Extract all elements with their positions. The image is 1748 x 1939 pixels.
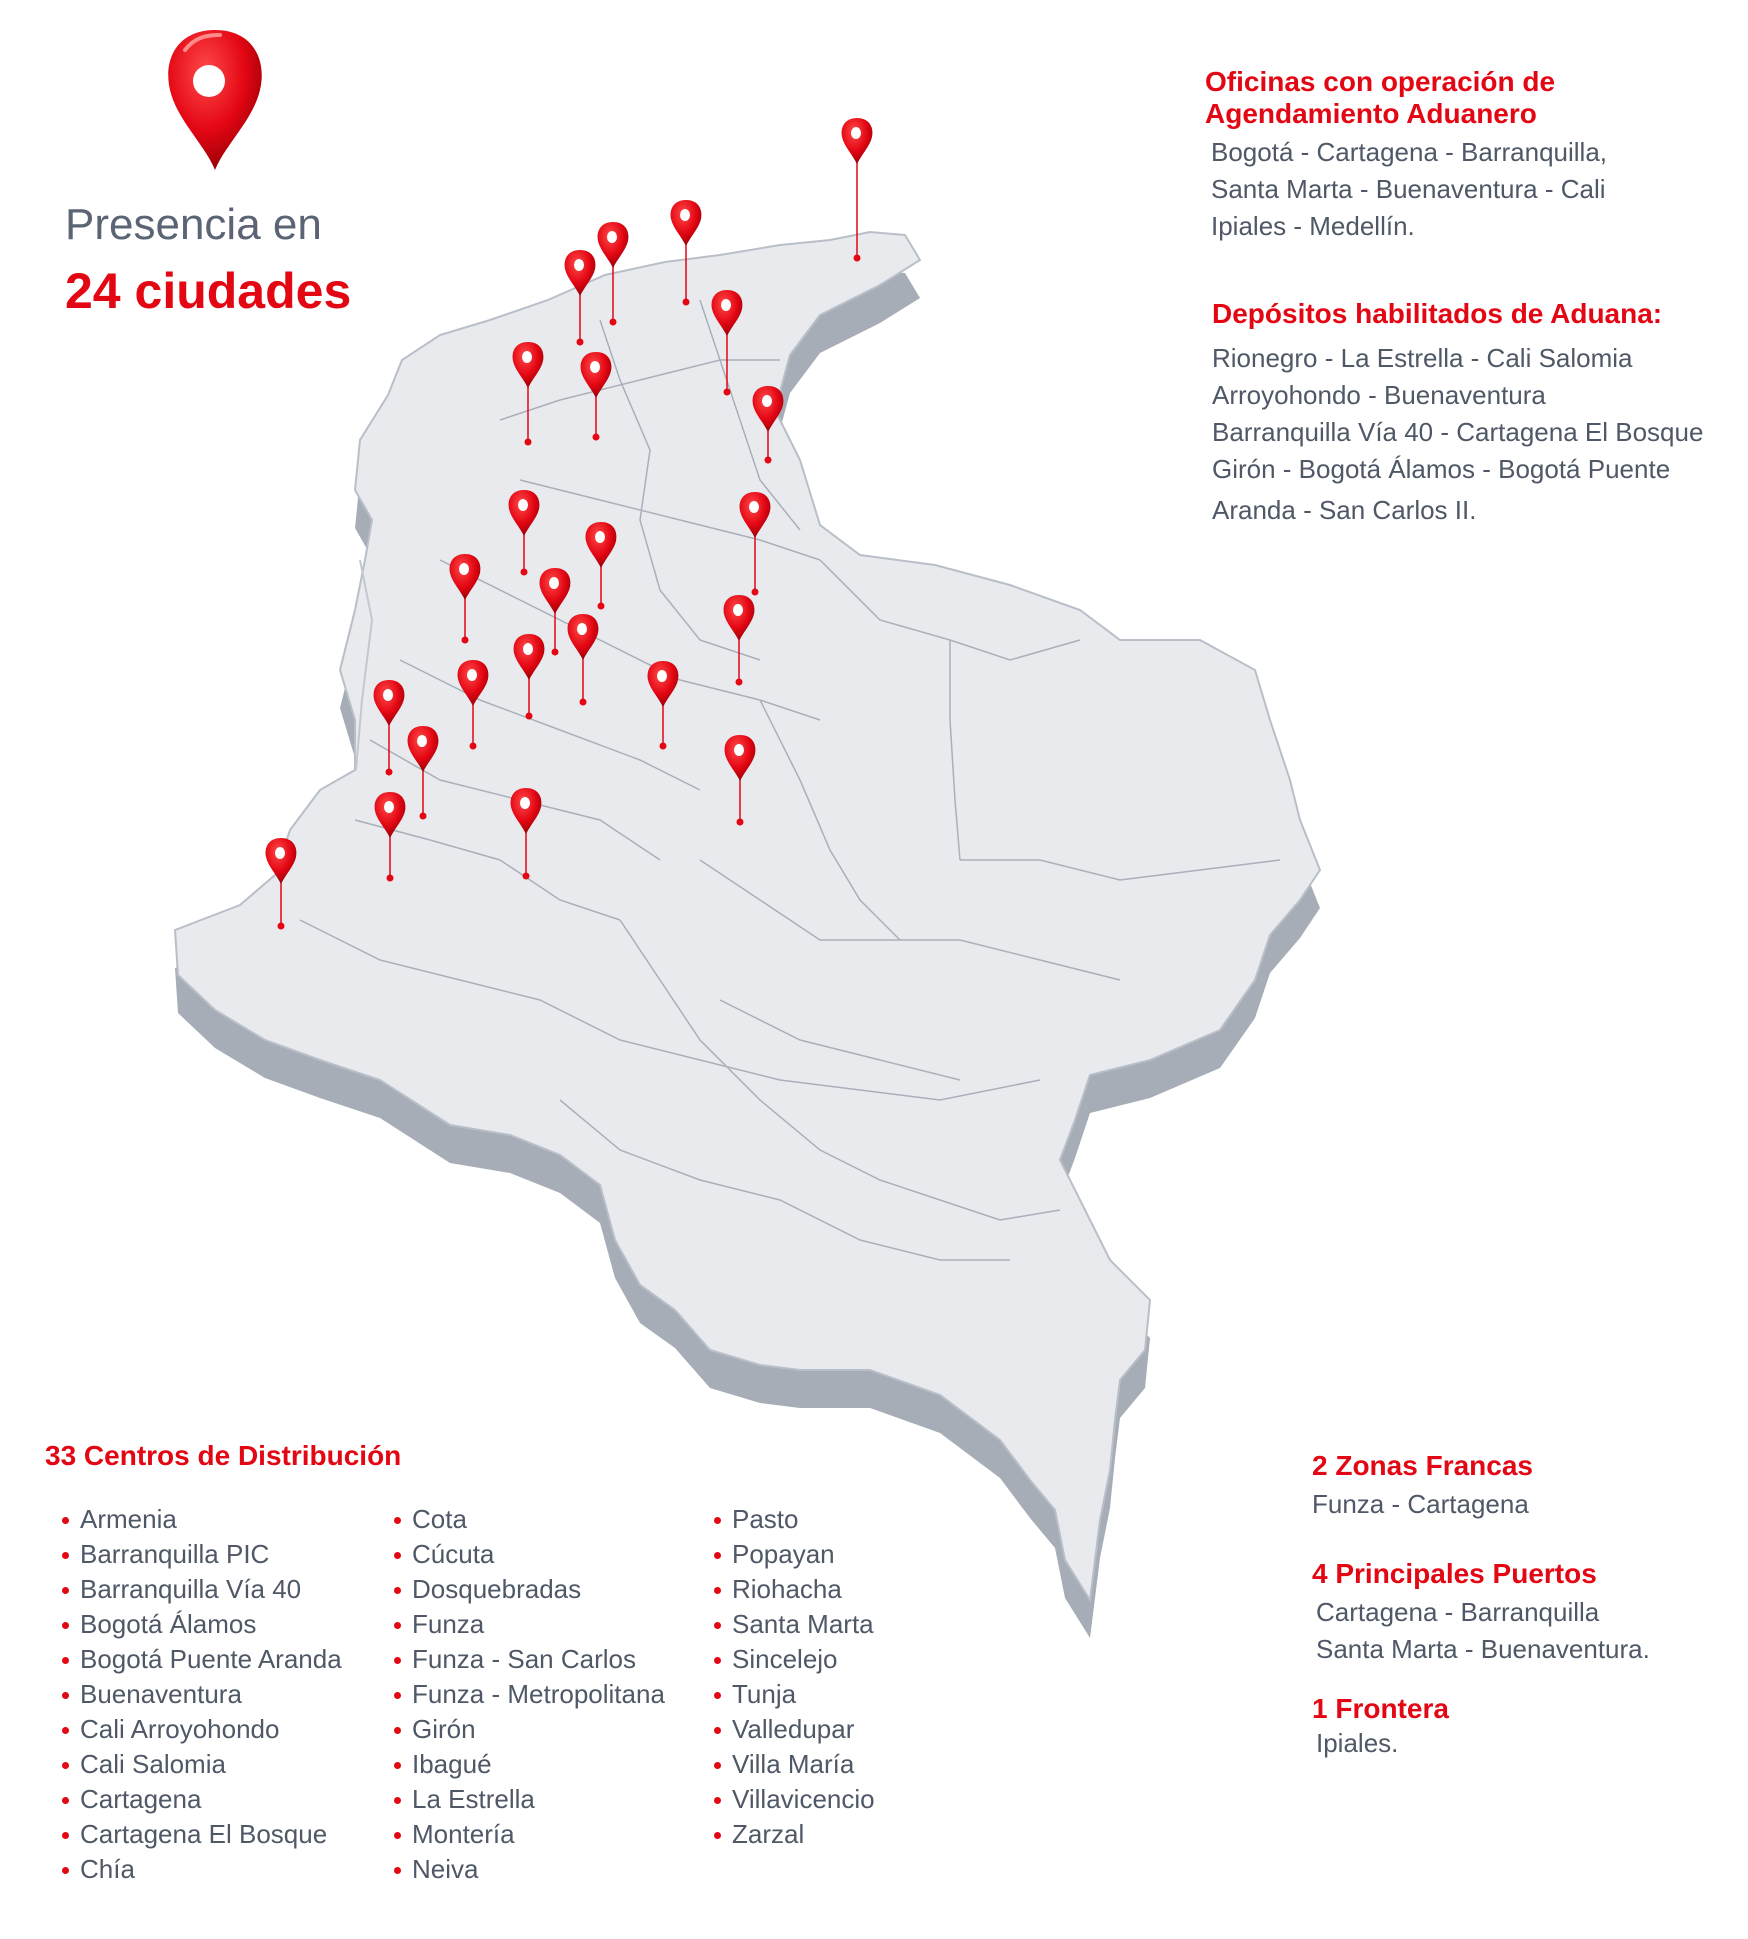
centro-item: Barranquilla PIC: [60, 1537, 342, 1572]
centros-title: 33 Centros de Distribución: [45, 1440, 402, 1471]
centro-item: Santa Marta: [712, 1607, 875, 1642]
depositos-title: Depósitos habilitados de Aduana:: [1212, 298, 1663, 329]
centro-item: Girón: [392, 1712, 665, 1747]
map-pin-icon: [168, 30, 261, 170]
depositos-line: Arroyohondo - Buenaventura: [1212, 380, 1546, 410]
centro-item: Funza - San Carlos: [392, 1642, 665, 1677]
centro-item: Zarzal: [712, 1817, 875, 1852]
centro-item: Villa María: [712, 1747, 875, 1782]
puertos-section: [1312, 1558, 1650, 1668]
centro-item: Cartagena El Bosque: [60, 1817, 342, 1852]
centro-item: Barranquilla Vía 40: [60, 1572, 342, 1607]
centro-item: Tunja: [712, 1677, 875, 1712]
centro-item: Chía: [60, 1852, 342, 1887]
centros-col-2: [392, 1502, 665, 1887]
centro-item: Bogotá Álamos: [60, 1607, 342, 1642]
depositos-line: Rionegro - La Estrella - Cali Salomia: [1212, 343, 1633, 373]
frontera-section: [1312, 1693, 1449, 1762]
puertos-body: [1316, 1594, 1650, 1668]
centro-item: Ibagué: [392, 1747, 665, 1782]
centro-item: Cúcuta: [392, 1537, 665, 1572]
agendamiento-title-2: Agendamiento Aduanero: [1205, 98, 1537, 129]
centro-item: La Estrella: [392, 1782, 665, 1817]
centro-item: Montería: [392, 1817, 665, 1852]
frontera-title: 1 Frontera: [1312, 1693, 1449, 1724]
zonas-title: 2 Zonas Francas: [1312, 1450, 1533, 1481]
centro-item: Cali Arroyohondo: [60, 1712, 342, 1747]
centro-item: Funza: [392, 1607, 665, 1642]
centro-item: Bogotá Puente Aranda: [60, 1642, 342, 1677]
centros-col-3: [712, 1502, 875, 1852]
hero-title: Presencia en: [65, 200, 322, 249]
centro-item: Riohacha: [712, 1572, 875, 1607]
centro-item: Sincelejo: [712, 1642, 875, 1677]
centro-item: Funza - Metropolitana: [392, 1677, 665, 1712]
puertos-line: Cartagena - Barranquilla: [1316, 1597, 1600, 1627]
puertos-title: 4 Principales Puertos: [1312, 1558, 1597, 1589]
puertos-line: Santa Marta - Buenaventura.: [1316, 1634, 1650, 1664]
depositos-body: [1212, 340, 1703, 529]
centro-item: Popayan: [712, 1537, 875, 1572]
hero-city-count: 24 ciudades: [65, 263, 352, 319]
centro-item: Valledupar: [712, 1712, 875, 1747]
centro-item: Cartagena: [60, 1782, 342, 1817]
centros-col-1: [60, 1502, 342, 1887]
agendamiento-body: [1211, 134, 1607, 245]
depositos-line: Aranda - San Carlos II.: [1212, 495, 1477, 525]
centro-item: Neiva: [392, 1852, 665, 1887]
centro-item: Pasto: [712, 1502, 875, 1537]
depositos-line: Barranquilla Vía 40 - Cartagena El Bosque: [1212, 417, 1704, 447]
centro-item: Cali Salomia: [60, 1747, 342, 1782]
zonas-body: Funza - Cartagena: [1312, 1489, 1529, 1519]
agendamiento-title-1: Oficinas con operación de: [1205, 66, 1556, 97]
centro-item: Buenaventura: [60, 1677, 342, 1712]
zonas-section: [1312, 1450, 1533, 1523]
depositos-section: [1212, 298, 1703, 529]
centro-item: Cota: [392, 1502, 665, 1537]
centro-item: Villavicencio: [712, 1782, 875, 1817]
agendamiento-section: [1205, 66, 1607, 245]
agendamiento-line: Ipiales - Medellín.: [1211, 211, 1415, 241]
depositos-line: Girón - Bogotá Álamos - Bogotá Puente: [1212, 454, 1671, 484]
frontera-body: Ipiales.: [1316, 1728, 1399, 1758]
centro-item: Armenia: [60, 1502, 342, 1537]
agendamiento-line: Bogotá - Cartagena - Barranquilla,: [1211, 137, 1608, 167]
centro-item: Dosquebradas: [392, 1572, 665, 1607]
agendamiento-line: Santa Marta - Buenaventura - Cali: [1211, 174, 1606, 204]
